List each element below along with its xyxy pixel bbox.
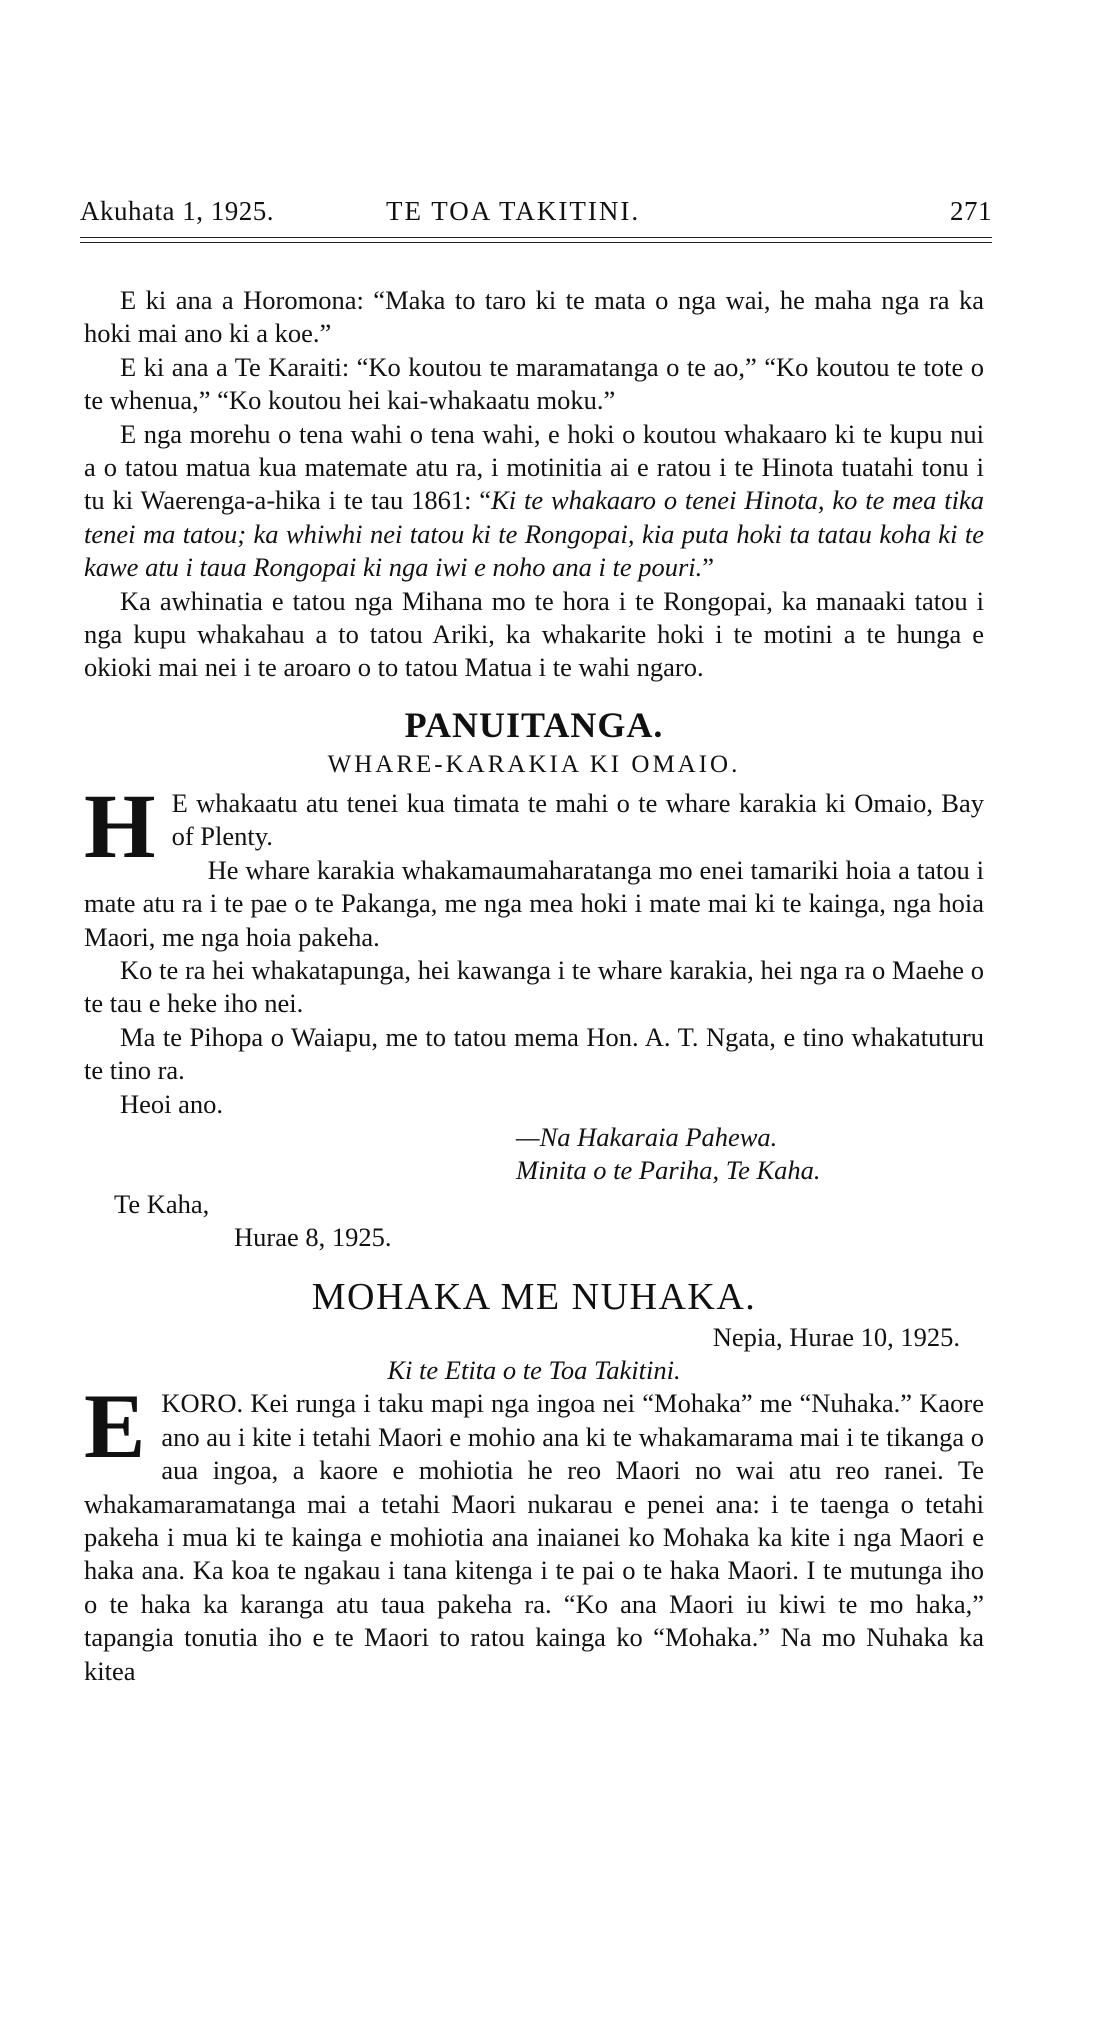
panuitanga-closing: Heoi ano.: [120, 1088, 224, 1119]
drop-cap-e: E: [84, 1375, 146, 1478]
drop-cap-h: H: [84, 774, 156, 877]
panuitanga-paragraph-1: [84, 774, 984, 877]
running-header: [80, 196, 992, 236]
article-body: [84, 284, 984, 1688]
header-rule-top: [80, 237, 992, 238]
mohaka-p1-text: KORO. Kei runga i taku mapi nga ingoa nei “Mohaka” me “Nuhaka.” Kaore ano au i kite i tetahi Maori e mohio ana ki te whakamarama mai i te tikanga o aua ingoa, a kaore e mohiotia he reo Maori no wai atu reo ranei. Te whakamaramatanga mai a tetahi Maori nukarau e penei ana: i te taenga o tetahi pakeha i mua ki te kainga e mohiotia ana inaianei ko Mohaka ka kite i nga Maori e haka ana. Ka koa te ngakau i tana kitenga i te pai o te haka Maori. I te mutunga iho o te haka ka karanga atu taua pakeha ra. “Ko ana Maori iu kiwi te mo haka,” tapangia tonutia iho e te Maori to ratou kainga ko “Mohaka.” Na mo Nuhaka ka kitea: [84, 1388, 984, 1686]
intro-p3-start: E nga morehu o tena wahi o tena wahi, e hoki o koutou whakaaro ki te kupu nui a o tatou matua kua matemate atu ra, i motinitia ai e ratou i te Hinota tuatahi tonu i tu ki Waerenga-a-hika i te tau 1861: “: [84, 418, 984, 516]
panuitanga-paragraph-3: Ko te ra hei whakatapunga, hei kawanga i te whare karakia, hei nga ra o Maehe o te tau e heke iho nei.: [84, 954, 984, 1019]
mohaka-heading: MOHAKA ME NUHAKA.: [311, 1275, 757, 1318]
synod-resolution-quote: Ki te whakaaro o tenei Hinota, ko te mea tika tenei ma tatou; ka whiwhi nei tatou ki te Rongopai, kia puta hoki ta tatau koha ki te kawe atu i taua Rongopai ki nga iwi e noho ana i te pouri.: [84, 485, 984, 583]
header-date: Akuhata 1, 1925.: [80, 196, 274, 226]
panuitanga-p1-text: E whakaatu atu tenei kua timata te mahi o te whare karakia ki Omaio, Bay of Plenty.: [171, 787, 984, 852]
signature-title: Minita o te Pariha, Te Kaha.: [516, 1155, 821, 1186]
intro-p3-end: ”: [702, 552, 715, 583]
intro-paragraph-2: E ki ana a Te Karaiti: “Ko koutou te maramatanga o te ao,” “Ko koutou te tote o te whenua,” “Ko koutou hei kai-whakaatu moku.”: [84, 351, 984, 416]
page-number: 271: [950, 196, 992, 226]
signature-name: —Na Hakaraia Pahewa.: [516, 1121, 778, 1152]
mohaka-paragraph-1: [84, 1375, 984, 1688]
header-rule-bottom: [80, 242, 992, 243]
mohaka-address: Ki te Etita o te Toa Takitini.: [387, 1354, 681, 1385]
header-title: TE TOA TAKITINI.: [386, 196, 641, 226]
intro-paragraph-3: [84, 418, 984, 585]
panuitanga-heading: PANUITANGA.: [404, 704, 664, 745]
intro-paragraph-1: E ki ana a Horomona: “Maka to taro ki te mata o nga wai, he maha nga ra ka hoki mai ano ki a koe.”: [84, 285, 984, 349]
panuitanga-paragraph-2: He whare karakia whakamaumaharatanga mo enei tamariki hoia a tatou i mate atu ra i te pae o te Pakanga, me nga mea hoki i mate mai ki te kainga, nga hoia Maori, me nga hoia pakeha.: [84, 854, 984, 952]
letter-place: Te Kaha,: [114, 1188, 210, 1219]
letter-date: Hurae 8, 1925.: [234, 1222, 392, 1253]
intro-paragraph-4: Ka awhinatia e tatou nga Mihana mo te hora i te Rongopai, ka manaaki tatou i nga kupu whakahau a to tatou Ariki, ka whakarite hoki i te motini a te hunga e okioki mai nei i te aroaro o to tatou Matua i te wahi ngaro.: [84, 585, 984, 683]
panuitanga-paragraph-4: Ma te Pihopa o Waiapu, me to tatou mema Hon. A. T. Ngata, e tino whakatuturu te tino ra.: [84, 1021, 984, 1086]
mohaka-dateline: Nepia, Hurae 10, 1925.: [712, 1321, 960, 1352]
panuitanga-subheading: WHARE-KARAKIA KI OMAIO.: [327, 750, 741, 778]
